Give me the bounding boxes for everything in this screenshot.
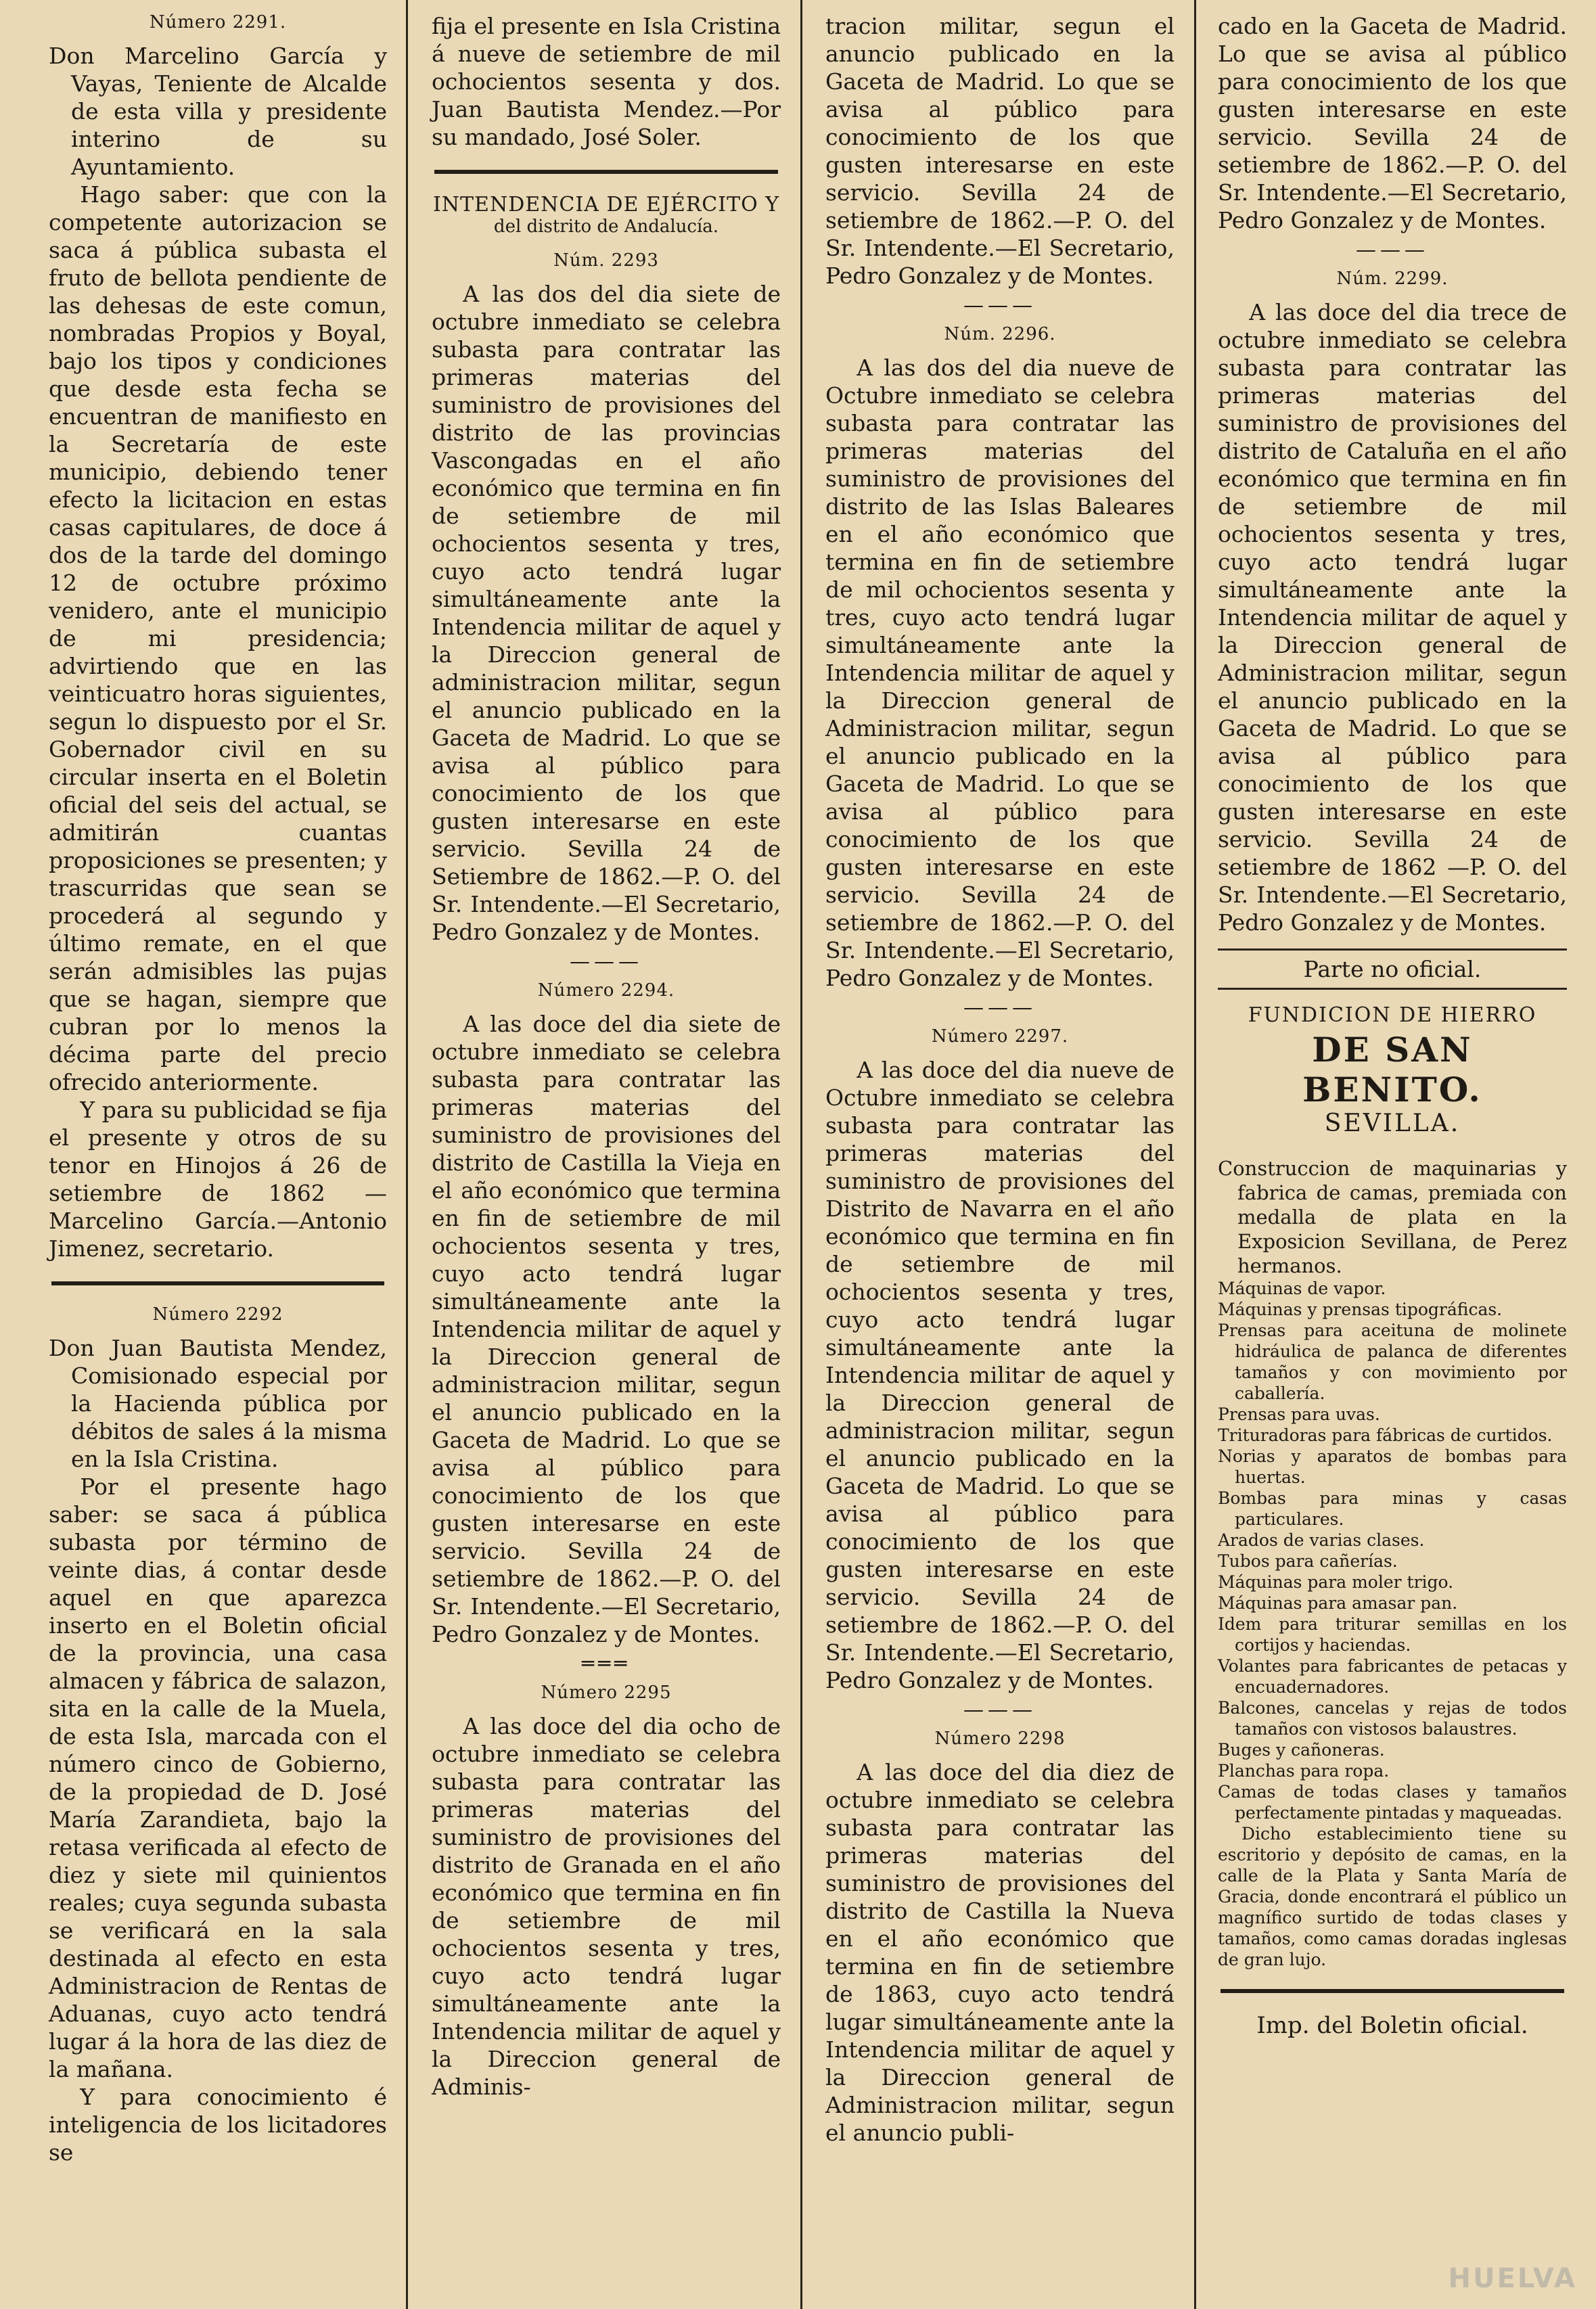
notice-body: A las dos del dia siete de octubre inmediato se celebra subasta para contratar las primeras materias del suministro de provisiones del distrito de las provincias Vascongadas en el año económico que termina en fin de setiembre de mil ochocientos sesenta y tres, cuyo acto tendrá lugar simultáneamente ante la Intendencia militar de aquel y la Direccion general de administracion militar, segun el anuncio publicado en la Gaceta de Madrid. Lo que se avisa al público para conocimiento de los que gusten interesarse en este servicio. Sevilla 24 de Setiembre de 1862.—P. O. del Sr. Intendente.—El Secretario, Pedro Gonzalez y de Montes. <box>432 281 781 945</box>
ad-city: SEVILLA. <box>1324 1110 1461 1137</box>
notice-number: Número 2298 <box>934 1729 1066 1749</box>
notice-number: Número 2291. <box>149 12 287 32</box>
notice-body: tracion militar, segun el anuncio publicado en la Gaceta de Madrid. Lo que se avisa al público para conocimiento de los que gusten interesarse en este servicio. Sevilla 24 de setiembre de 1862.—P. O. del Sr. Intendente.—El Secretario, Pedro Gonzalez y de Montes. <box>825 13 1175 289</box>
ad-item: Prensas para aceituna de molinete hidráulica de palanca de diferentes tamaños y con movimiento por caballería. <box>1218 1321 1567 1403</box>
section-heading: Parte no oficial. <box>1218 948 1567 990</box>
separator: ——— <box>963 294 1036 317</box>
notice-number: Número 2292 <box>152 1304 283 1325</box>
separator: ——— <box>570 950 643 974</box>
ad-item: Tubos para cañerías. <box>1218 1551 1398 1571</box>
notice-body: A las doce del dia trece de octubre inmediato se celebra subasta para contratar las primeras materias del suministro de provisiones del distrito de Cataluña en el año económico que termina en fin de setiembre de mil ochocientos sesenta y tres, cuyo acto tendrá lugar simultáneamente ante la Intendencia militar de aquel y la Direccion general de Administracion militar, segun el anuncio publicado en la Gaceta de Madrid. Lo que se avisa al público para conocimiento de los que gusten interesarse en este servicio. Sevilla 24 de setiembre de 1862 —P. O. del Sr. Intendente.—El Secretario, Pedro Gonzalez y de Montes. <box>1218 299 1567 936</box>
ad-item: Máquinas para moler trigo. <box>1218 1572 1454 1592</box>
ad-item: Máquinas y prensas tipográficas. <box>1218 1300 1503 1319</box>
ad-item: Bombas para minas y casas particulares. <box>1218 1488 1567 1529</box>
notice-body: Hago saber: que con la competente autorizacion se saca á pública subasta el fruto de bellota pendiente de las dehesas de este comun, nombradas Propios y Boyal, bajo los tipos y condiciones que desde esta fecha se encuentran de manifiesto en la Secretaría de este municipio, debiendo tener efecto la licitacion en estas casas capitulares, de doce á dos de la tarde del domingo 12 de octubre próximo venidero, ante el municipio de mi presidencia; advirtiendo que en las veinticuatro horas siguientes, segun lo dispuesto por el Sr. Gobernador civil en su circular inserta en el Boletin oficial del seis del actual, se admitirán cuantas proposiciones se presenten; y trascurridas que sean se procederá al segundo y último remate, en el que serán admisibles las pujas que se hagan, siempre que cubran por lo menos la décima parte del precio ofrecido anteriormente. <box>49 181 387 1095</box>
ad-item: Trituradoras para fábricas de curtidos. <box>1218 1425 1553 1445</box>
ad-item: Volantes para fabricantes de petacas y encuadernadores. <box>1218 1656 1567 1697</box>
watermark-logo: HUELVA <box>1448 2263 1577 2294</box>
column-rule <box>800 0 802 2309</box>
ad-item: Idem para triturar semillas en los cortijos y haciendas. <box>1218 1614 1567 1655</box>
section-subheading: del distrito de Andalucía. <box>493 216 719 237</box>
notice-body: Y para su publicidad se fija el presente y otros de su tenor en Hinojos á 26 de setiembre de 1862 —Marcelino García.—Antonio Jimenez, secretario. <box>49 1097 387 1262</box>
ad-title: DE SAN BENITO. <box>1302 1030 1482 1110</box>
notice-body: A las doce del dia ocho de octubre inmediato se celebra subasta para contratar las primeras materias del suministro de provisiones del distrito de Granada en el año económico que termina en fin de setiembre de mil ochocientos sesenta y tres, cuyo acto tendrá lugar simultáneamente ante la Intendencia militar de aquel y la Direccion general de Adminis- <box>432 1713 781 2100</box>
notice-number: Núm. 2299. <box>1336 269 1449 289</box>
column-2 <box>425 0 788 2309</box>
ad-intro: Construccion de maquinarias y fabrica de camas, premiada con medalla de plata en la Exposicion Sevillana, de Perez hermanos. <box>1218 1157 1567 1277</box>
ad-item: Camas de todas clases y tamaños perfectamente pintadas y maqueadas. <box>1218 1782 1567 1823</box>
ad-item: Máquinas de vapor. <box>1218 1279 1386 1298</box>
column-3 <box>819 0 1181 2309</box>
ad-closing: Dicho establecimiento tiene su escritorio y depósito de camas, en la calle de la Plata y Santa María de Gracia, donde encontrará el público un magnífico surtido de todas clases y tamaños, como camas doradas inglesas de gran lujo. <box>1218 1824 1567 1969</box>
ad-item: Balcones, cancelas y rejas de todos tamaños con vistosos balaustres. <box>1218 1698 1567 1739</box>
notice-number: Núm. 2293 <box>553 250 659 271</box>
notice-body: A las dos del dia nueve de Octubre inmediato se celebra subasta para contratar las primeras materias del suministro de provisiones del distrito de las Islas Baleares en el año económico que termina en fin de setiembre de mil ochocientos sesenta y tres, cuyo acto tendrá lugar simultáneamente ante la Intendencia militar de aquel y la Direccion general de Administracion militar, segun el anuncio publicado en la Gaceta de Madrid. Lo que se avisa al público para conocimiento de los que gusten interesarse en este servicio. Sevilla 24 de setiembre de 1862.—P. O. del Sr. Intendente.—El Secretario, Pedro Gonzalez y de Montes. <box>825 355 1175 991</box>
printer-imprint: Imp. del Boletin oficial. <box>1256 2012 1528 2039</box>
section-heading: INTENDENCIA DE EJÉRCITO Y <box>432 193 780 216</box>
separator <box>434 170 778 174</box>
separator: ——— <box>963 996 1036 1020</box>
notice-number: Número 2295 <box>541 1683 672 1703</box>
separator <box>1221 1989 1564 1993</box>
ad-item: Máquinas para amasar pan. <box>1218 1593 1458 1613</box>
advertisement <box>1218 1003 1567 1970</box>
column-rule <box>1194 0 1196 2309</box>
notice-body: A las doce del dia nueve de Octubre inmediato se celebra subasta para contratar las primeras materias del suministro de provisiones del Distrito de Navarra en el año económico que termina en fin de setiembre de mil ochocientos sesenta y tres, cuyo acto tendrá lugar simultáneamente ante la Intendencia militar de aquel y la Direccion general de administracion militar, segun el anuncio publicado en la Gaceta de Madrid. Lo que se avisa al público para conocimiento de los que gusten interesarse en este servicio. Sevilla 24 de setiembre de 1862.—P. O. del Sr. Intendente.—El Secretario, Pedro Gonzalez y de Montes. <box>825 1057 1175 1693</box>
ad-item: Planchas para ropa. <box>1218 1761 1390 1781</box>
notice-body: cado en la Gaceta de Madrid. Lo que se avisa al público para conocimiento de los que gusten interesarse en este servicio. Sevilla 24 de setiembre de 1862.—P. O. del Sr. Intendente.—El Secretario, Pedro Gonzalez y de Montes. <box>1218 13 1567 233</box>
notice-number: Núm. 2296. <box>944 324 1056 344</box>
separator: ——— <box>1356 238 1429 262</box>
notice-number: Número 2297. <box>931 1026 1069 1047</box>
column-4 <box>1211 0 1574 2309</box>
notice-body: Y para conocimiento é inteligencia de los licitadores se <box>49 2084 387 2166</box>
ad-item: Prensas para uvas. <box>1218 1404 1380 1424</box>
notice-heading: Don Juan Bautista Mendez, Comisionado especial por la Hacienda pública por débitos de sales á la misma en la Isla Cristina. <box>49 1335 387 1472</box>
ad-item: Buges y cañoneras. <box>1218 1740 1385 1760</box>
ad-item-list <box>1218 1278 1567 1823</box>
ad-heading: FUNDICION DE HIERRO <box>1248 1003 1537 1027</box>
notice-body: Por el presente hago saber: se saca á pública subasta por término de veinte dias, á contar desde aquel en que aparezca inserto en el Boletin oficial de la provincia, una casa almacen y fábrica de salazon, sita en la calle de la Muela, de esta Isla, marcada con el número cinco de Gobierno, de la propiedad de D. José María Zarandieta, bajo la retasa verificada al efecto de diez y siete mil quinientos reales; cuya segunda subasta se verificará en la sala destinada al efecto en esta Administracion de Rentas de Aduanas, cuyo acto tendrá lugar á la hora de las diez de la mañana. <box>49 1473 387 2082</box>
notice-number: Número 2294. <box>537 980 675 1001</box>
ad-item: Arados de varias clases. <box>1218 1530 1425 1550</box>
notice-body: A las doce del dia diez de octubre inmediato se celebra subasta para contratar las primeras materias del suministro de provisiones del distrito de Castilla la Nueva en el año económico que termina en fin de setiembre de 1863, cuyo acto tendrá lugar simultáneamente ante la Intendencia militar de aquel y la Direccion general de Administracion militar, segun el anuncio publi- <box>825 1759 1175 2146</box>
separator: ——— <box>963 1698 1036 1722</box>
column-1 <box>42 0 394 2309</box>
notice-body: A las doce del dia siete de octubre inmediato se celebra subasta para contratar las primeras materias del suministro de provisiones del distrito de Castilla la Vieja en el año económico que termina en fin de setiembre de mil ochocientos sesenta y tres, cuyo acto tendrá lugar simultáneamente ante la Intendencia militar de aquel y la Direccion general de administracion militar, segun el anuncio publicado en la Gaceta de Madrid. Lo que se avisa al público para conocimiento de los que gusten interesarse en este servicio. Sevilla 24 de setiembre de 1862.—P. O. del Sr. Intendente.—El Secretario, Pedro Gonzalez y de Montes. <box>432 1011 781 1647</box>
notice-heading: Don Marcelino García y Vayas, Teniente de Alcalde de esta villa y presidente interino de su Ayuntamiento. <box>49 43 387 180</box>
separator <box>51 1281 384 1285</box>
separator: ═══ <box>581 1652 631 1676</box>
ad-item: Norias y aparatos de bombas para huertas. <box>1218 1446 1567 1487</box>
notice-body: fija el presente en Isla Cristina á nueve de setiembre de mil ochocientos sesenta y dos. Juan Bautista Mendez.—Por su mandado, José Soler. <box>432 13 781 150</box>
column-rule <box>406 0 408 2309</box>
